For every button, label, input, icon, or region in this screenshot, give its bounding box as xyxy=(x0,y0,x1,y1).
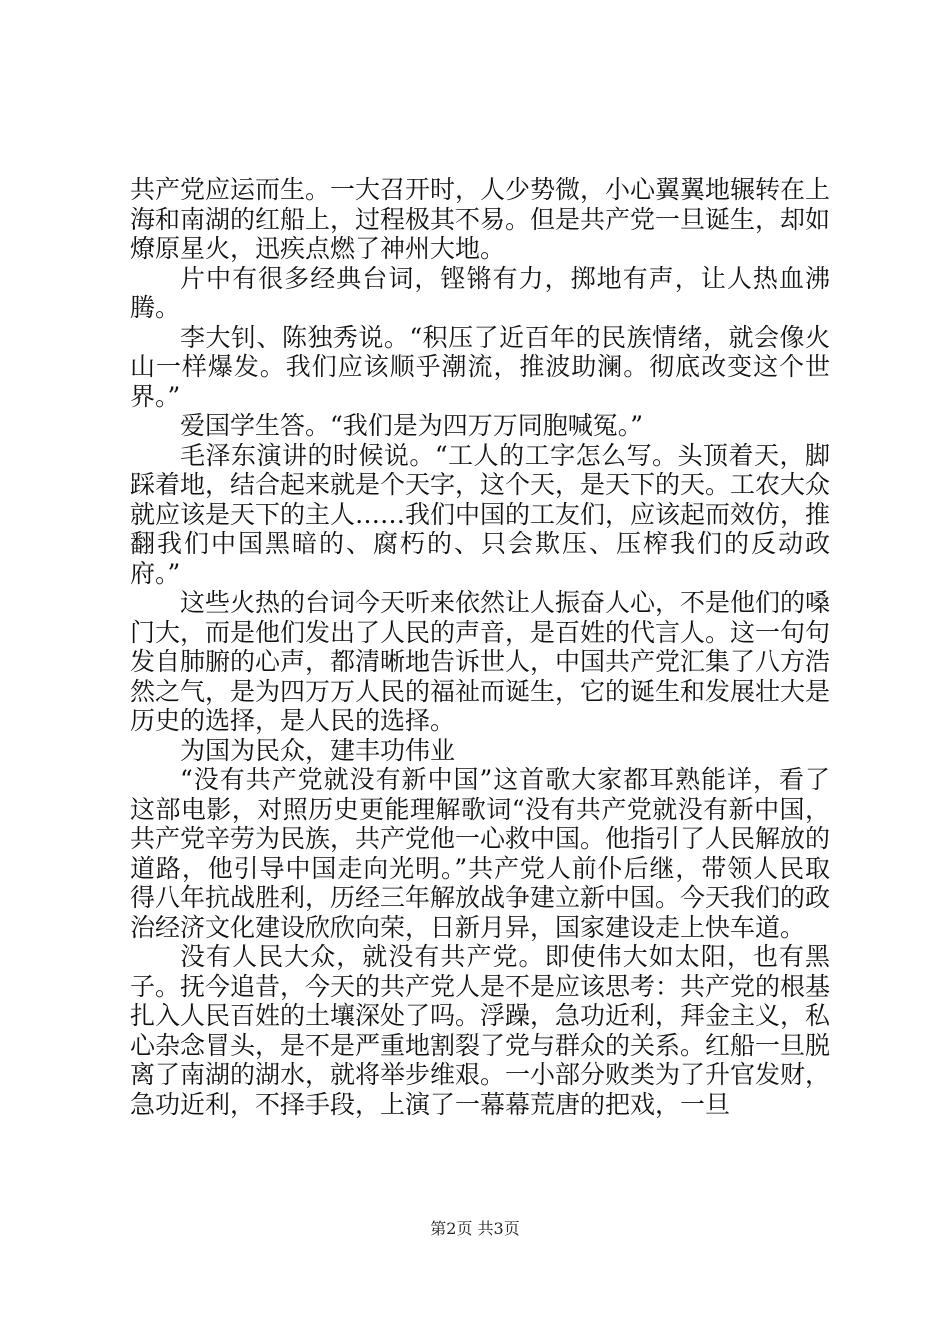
document-body xyxy=(130,175,830,1119)
paragraph: 毛泽东演讲的时候说。“工人的工字怎么写。头顶着天，脚踩着地，结合起来就是个天字，这个天，是天下的天。工农大众就应该是天下的主人……我们中国的工友们，应该起而效仿，推翻我们中国黑暗的、腐朽的、只会欺压、压榨我们的反动政府。” xyxy=(130,440,831,588)
paragraph: 这些火热的台词今天听来依然让人振奋人心，不是他们的嗓门大，而是他们发出了人民的声音，是百姓的代言人。这一句句发自肺腑的心声，都清晰地告诉世人，中国共产党汇集了八方浩然之气，是为四万万人民的福祉而诞生，它的诞生和发展壮大是历史的选择，是人民的选择。 xyxy=(130,588,831,735)
section-heading: 为国为民众，建丰功伟业 xyxy=(180,735,456,765)
paragraph: 李大钊、陈独秀说。“积压了近百年的民族情绪，就会像火山一样爆发。我们应该顺乎潮流，推波助澜。彻底改变这个世界。” xyxy=(130,322,830,411)
paragraph: 没有人民大众，就没有共产党。即使伟大如太阳，也有黑子。抚今追昔，今天的共产党人是不是应该思考：共产党的根基扎入人民百姓的土壤深处了吗。浮躁，急功近利，拜金主义，私心杂念冒头，是不是严重地割裂了党与群众的关系。红船一旦脱离了南湖的湖水，就将举步维艰。一小部分败类为了升官发财，急功近利，不择手段，上演了一幕幕荒唐的把戏，一旦 xyxy=(130,942,831,1119)
paragraph: 共产党应运而生。一大召开时，人少势微，小心翼翼地辗转在上海和南湖的红船上，过程极其不易。但是共产党一旦诞生，却如燎原星火，迅疾点燃了神州大地。 xyxy=(130,175,831,263)
paragraph: “没有共产党就没有新中国”这首歌大家都耳熟能详，看了这部电影，对照历史更能理解歌词“没有共产党就没有新中国，共产党辛劳为民族，共产党他一心救中国。他指引了人民解放的道路，他引导中国走向光明。”共产党人前仆后继，带领人民取得八年抗战胜利，历经三年解放战争建立新中国。今天我们的政治经济文化建设欣欣向荣，日新月异，国家建设走上快车道。 xyxy=(130,765,831,942)
paragraph: 爱国学生答。“我们是为四万万同胞喊冤。” xyxy=(180,411,644,440)
paragraph: 片中有很多经典台词，铿锵有力，掷地有声，让人热血沸腾。 xyxy=(130,263,830,322)
page-number-footer: 第2页 共3页 xyxy=(430,1219,520,1238)
